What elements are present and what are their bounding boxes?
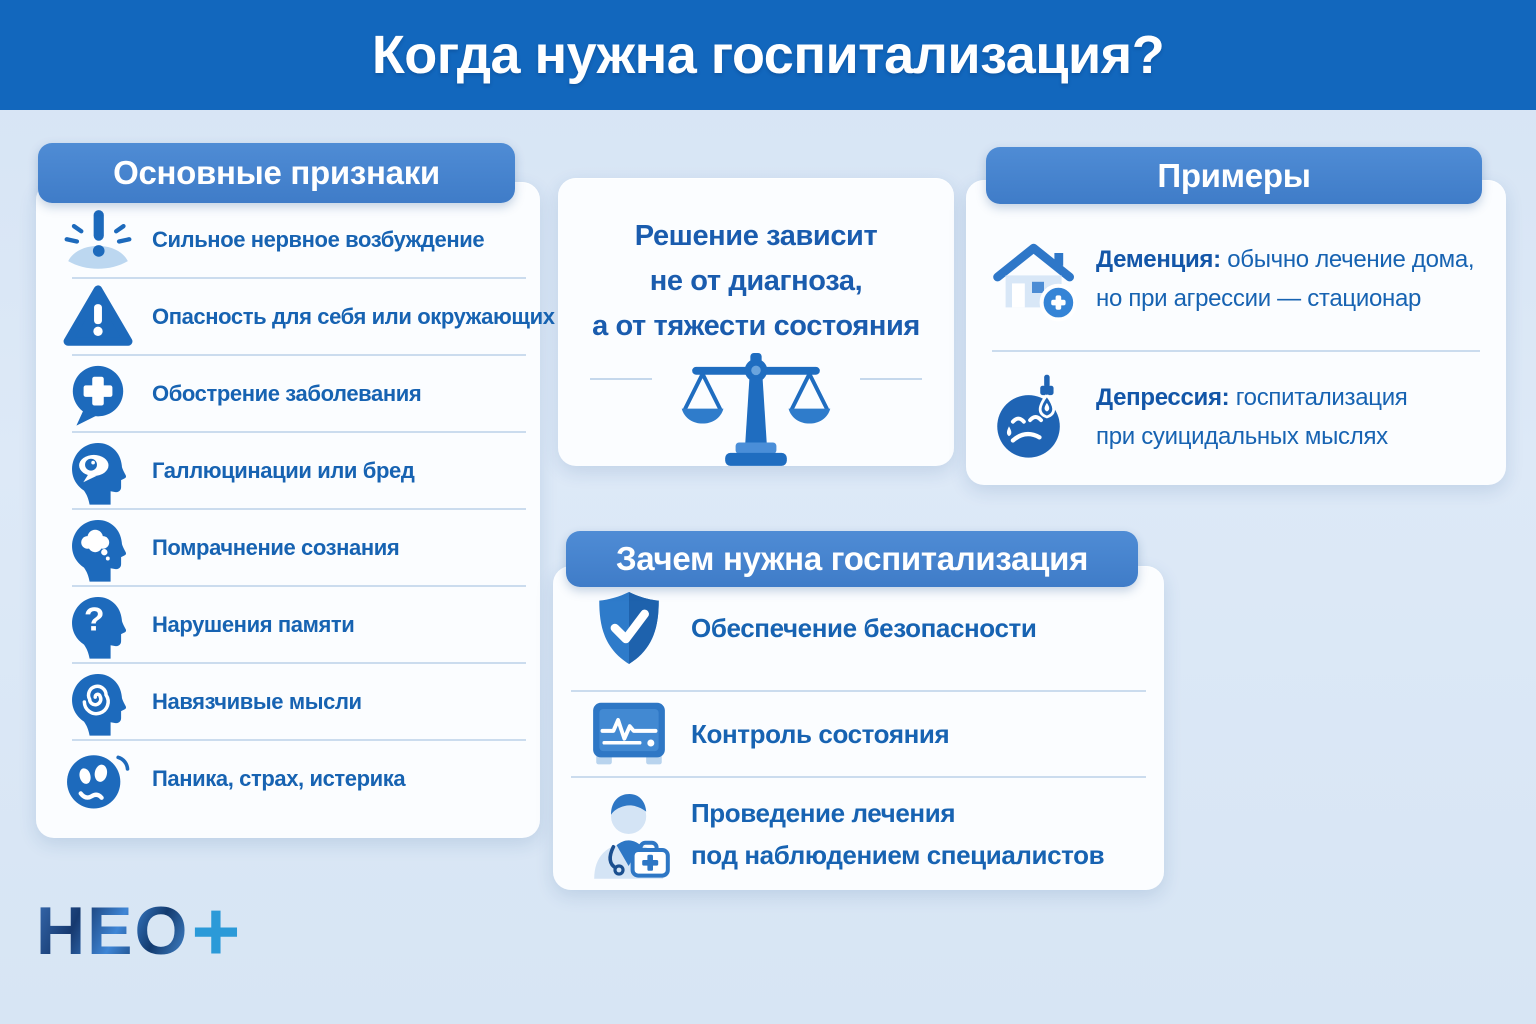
danger-triangle-icon — [56, 281, 140, 353]
svg-text:?: ? — [84, 601, 105, 639]
purpose-label: Контроль состояния — [691, 719, 950, 749]
sign-label: Галлюцинации или бред — [152, 457, 415, 483]
sign-label: Помрачнение сознания — [152, 534, 400, 560]
sign-row-disease — [36, 356, 540, 431]
purpose-header — [566, 531, 1138, 587]
purpose-label — [691, 792, 1104, 876]
memory-question-head-icon — [56, 589, 140, 661]
clouded-mind-icon — [56, 512, 140, 584]
panic-face-icon — [56, 743, 140, 815]
purpose-list — [553, 566, 1164, 890]
page-title: Когда нужна госпитализация? — [371, 25, 1165, 85]
agitation-burst-icon — [56, 204, 140, 276]
logo — [36, 884, 241, 978]
sign-label: Паника, страх, истерика — [152, 765, 406, 791]
purpose-header-label: Зачем нужна госпитализация — [615, 540, 1089, 577]
main-signs-header — [38, 143, 515, 203]
title-banner — [0, 0, 1536, 110]
example-text — [1096, 240, 1474, 318]
main-signs-panel — [36, 182, 555, 838]
sign-row-hallucinations — [36, 433, 540, 508]
decision-card — [558, 178, 954, 466]
purpose-panel — [553, 566, 1164, 890]
main-signs-list — [36, 202, 555, 816]
logo-plus-icon: + — [191, 884, 241, 978]
decision-text — [558, 214, 954, 349]
examples-header — [986, 147, 1482, 204]
example-line-2: при суицидальных мыслях — [1096, 423, 1388, 450]
purpose-line-2: под наблюдением специалистов — [691, 840, 1105, 870]
monitor-ecg-icon — [583, 684, 675, 784]
purpose-row-monitoring — [553, 692, 1164, 776]
decision-line-3: а от тяжести состояния — [592, 310, 920, 342]
logo-text: НЕО — [36, 893, 190, 969]
scales-icon — [680, 346, 832, 477]
example-rest: госпитализация — [1229, 384, 1408, 411]
purpose-row-treatment — [553, 778, 1164, 890]
sign-row-memory — [36, 587, 540, 662]
sign-label: Обострение заболевания — [152, 380, 422, 406]
disease-bubble-cross-icon — [56, 358, 140, 430]
depression-face-icon — [988, 365, 1080, 469]
example-text — [1096, 378, 1408, 456]
sign-label: Сильное нервное возбуждение — [152, 226, 485, 252]
shield-check-icon — [583, 578, 675, 678]
example-label-bold: Депрессия: — [1096, 384, 1230, 411]
purpose-line-1: Проведение лечения — [691, 798, 956, 828]
examples-panel — [966, 180, 1506, 485]
example-line-2: но при агрессии — стационар — [1096, 285, 1422, 312]
examples-header-label: Примеры — [1157, 156, 1311, 194]
sign-row-danger — [36, 279, 555, 354]
sign-row-obsessive — [36, 664, 540, 739]
decision-line-1: Решение зависит — [634, 220, 878, 252]
sign-row-panic — [36, 741, 540, 816]
sign-label: Навязчивые мысли — [152, 688, 362, 714]
main-signs-header-label: Основные признаки — [113, 154, 440, 191]
sign-row-agitation — [36, 202, 540, 277]
example-row-dementia — [966, 208, 1506, 350]
purpose-label: Обеспечение безопасности — [691, 613, 1037, 643]
sign-label: Опасность для себя или окружающих — [152, 303, 555, 329]
example-label-bold: Деменция: — [1096, 246, 1221, 273]
example-rest: обычно лечение дома, — [1220, 246, 1475, 273]
sign-row-confusion — [36, 510, 540, 585]
hallucination-head-eye-icon — [56, 435, 140, 507]
divider — [860, 378, 922, 380]
house-care-icon — [988, 227, 1080, 331]
sign-label: Нарушения памяти — [152, 611, 355, 637]
doctor-icon — [583, 784, 675, 884]
decision-line-2: не от диагноза, — [649, 265, 863, 297]
divider — [590, 378, 652, 380]
example-row-depression — [966, 352, 1506, 482]
obsessive-spiral-head-icon — [56, 666, 140, 738]
examples-list — [966, 208, 1506, 482]
